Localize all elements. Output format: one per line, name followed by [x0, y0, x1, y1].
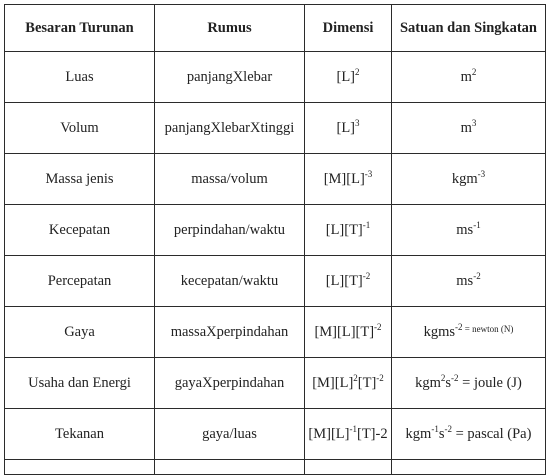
formula-cell: gayaXperpindahan — [155, 358, 305, 409]
unit-cell: kgms$^{-2}$ $^{= newton (N)}$ — [392, 307, 546, 358]
table-row — [5, 256, 546, 307]
unit-cell: $kgm^2s^{-2}$ = joule (J) — [392, 358, 546, 409]
formula-cell: gaya/luas — [155, 409, 305, 460]
unit-cell: $m^2$ — [392, 52, 546, 103]
dimension-cell: $[L]^2$ — [305, 52, 392, 103]
unit-note: = newton (N) — [462, 323, 514, 334]
dimension-cell: $[L][T]^{-2}$ — [305, 256, 392, 307]
table-row — [5, 307, 546, 358]
dimension-cell: $[M][L]^{-1}[T]-2$ — [305, 409, 392, 460]
dimension-cell: $[L][T]^{-1}$ — [305, 205, 392, 256]
quantity-cell: Gaya — [5, 307, 155, 358]
table-row — [5, 52, 546, 103]
unit-cell: $ms^{-2}$ — [392, 256, 546, 307]
dimension-cell: $[M][L][T]^{-2}$ — [305, 307, 392, 358]
unit-cell: $m^3$ — [392, 103, 546, 154]
quantity-cell: Tekanan — [5, 409, 155, 460]
table-row — [5, 205, 546, 256]
unit-cell: $kgm^{-1}s^{-2}$ = pascal (Pa) — [392, 409, 546, 460]
header-dimension: Dimensi — [305, 5, 392, 52]
quantity-cell: Usaha dan Energi — [5, 358, 155, 409]
formula-cell: panjangXlebar — [155, 52, 305, 103]
quantity-cell: Percepatan — [5, 256, 155, 307]
header-formula: Rumus — [155, 5, 305, 52]
formula-cell: kecepatan/waktu — [155, 256, 305, 307]
dimension-cell: $[L]^3$ — [305, 103, 392, 154]
header-row — [5, 5, 546, 52]
formula-cell: massaXperpindahan — [155, 307, 305, 358]
formula-cell: massa/volum — [155, 154, 305, 205]
table-row — [5, 409, 546, 460]
quantity-cell: Kecepatan — [5, 205, 155, 256]
unit-cell: $ms^{-1}$ — [392, 205, 546, 256]
quantity-cell: Luas — [5, 52, 155, 103]
header-unit: Satuan dan Singkatan — [392, 5, 546, 52]
table-row — [5, 103, 546, 154]
table-row-cutoff — [5, 460, 546, 475]
table-row — [5, 154, 546, 205]
derived-quantities-table — [4, 4, 546, 475]
unit-cell: kgm$^{-3}$ — [392, 154, 546, 205]
quantity-cell: Volum — [5, 103, 155, 154]
table-row — [5, 358, 546, 409]
dimension-cell: $[M][L]^2[T]^{-2}$ — [305, 358, 392, 409]
formula-cell: panjangXlebarXtinggi — [155, 103, 305, 154]
dimension-cell: $[M][L]^{-3}$ — [305, 154, 392, 205]
formula-cell: perpindahan/waktu — [155, 205, 305, 256]
quantity-cell: Massa jenis — [5, 154, 155, 205]
header-quantity: Besaran Turunan — [5, 5, 155, 52]
